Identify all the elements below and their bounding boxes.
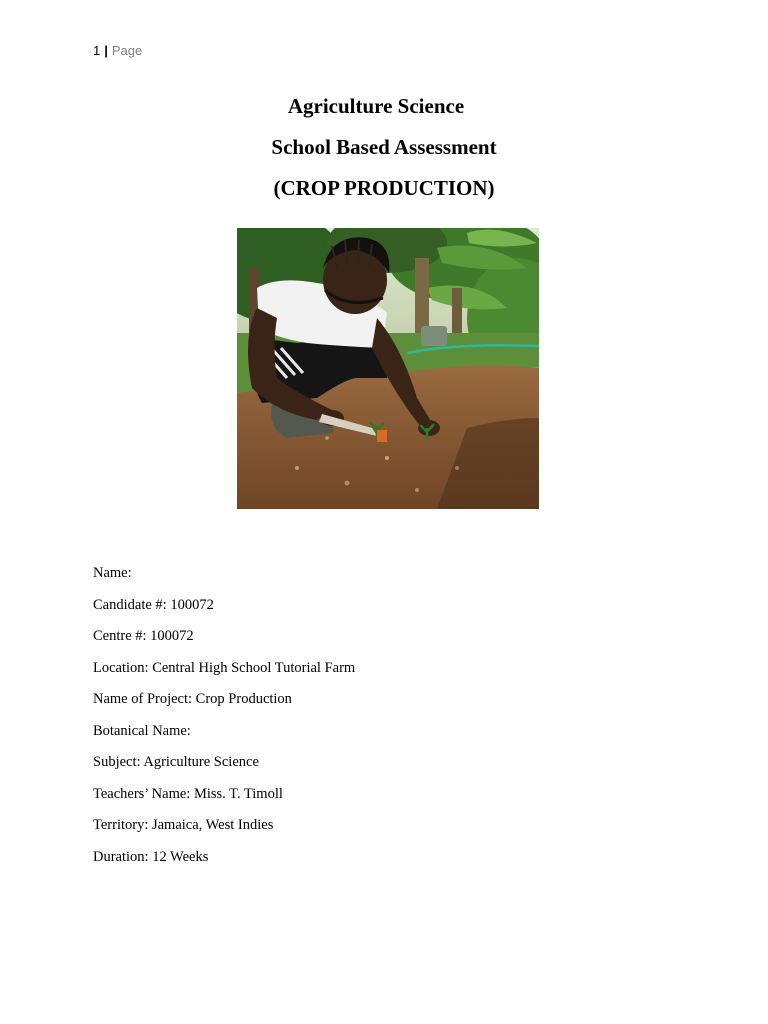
info-duration: Duration: 12 Weeks (93, 848, 209, 865)
info-location: Location: Central High School Tutorial Farm (93, 659, 356, 676)
info-candidate-number: Candidate #: 100072 (93, 596, 214, 613)
page-number: 1 (93, 43, 101, 58)
page-separator: | (104, 43, 108, 58)
info-botanical-name: Botanical Name: (93, 722, 191, 739)
project-info-list (93, 563, 355, 878)
title-block (0, 86, 768, 209)
info-project-name: Name of Project: Crop Production (93, 691, 292, 707)
info-territory: Territory: Jamaica, West Indies (93, 817, 274, 833)
cover-photo (237, 228, 539, 509)
title-subject: Agriculture Science (287, 94, 465, 118)
title-crop-production: (CROP PRODUCTION) (273, 176, 495, 200)
info-centre-number: Centre #: 100072 (93, 628, 194, 644)
page-label: Page (111, 43, 143, 58)
info-teacher: Teachers’ Name: Miss. T. Timoll (93, 785, 283, 802)
info-name: Name: (93, 565, 132, 581)
page-header (93, 42, 142, 60)
photo-student-planting-icon (237, 228, 539, 509)
title-assessment: School Based Assessment (271, 135, 497, 159)
info-subject: Subject: Agriculture Science (93, 754, 259, 770)
